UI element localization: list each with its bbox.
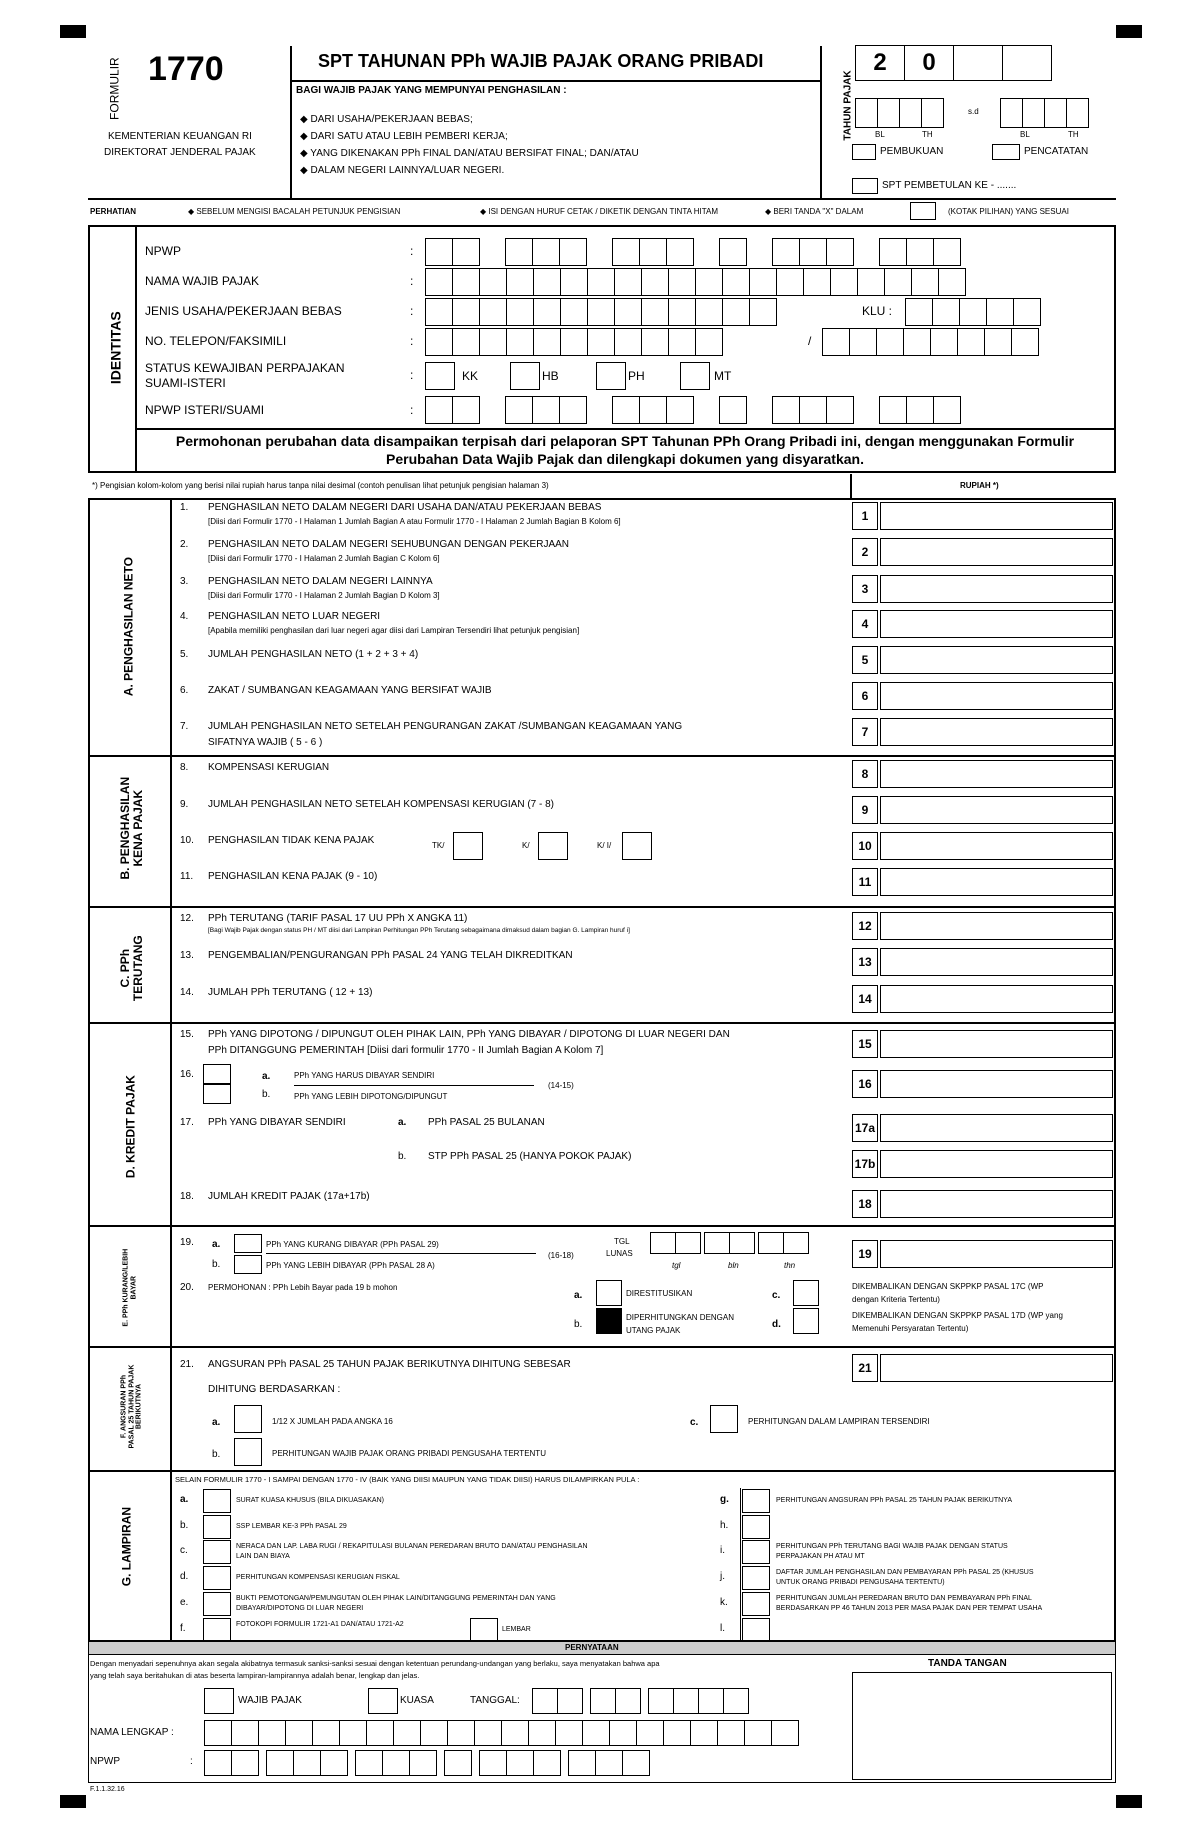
line-10-amount[interactable] xyxy=(880,832,1113,860)
line-4-amount[interactable] xyxy=(880,610,1113,638)
line-number-box: 4 xyxy=(852,610,878,638)
period-from-input[interactable] xyxy=(855,98,943,128)
skppkp-17c-checkbox[interactable] xyxy=(793,1280,819,1306)
lampiran-item-checkbox[interactable] xyxy=(203,1566,231,1590)
perhatian-item: ◆ ISI DENGAN HURUF CETAK / DIKETIK DENGAN TINTA HITAM xyxy=(480,207,719,216)
pencatatan-label: PENCATATAN xyxy=(1024,146,1089,157)
directorate-name: DIREKTORAT JENDERAL PAJAK xyxy=(104,147,256,158)
line-15-amount[interactable] xyxy=(880,1030,1113,1058)
npwp-input[interactable] xyxy=(425,238,960,266)
section-d-label: D. KREDIT PAJAK xyxy=(123,1075,138,1179)
lampiran-item-key: a. xyxy=(180,1494,189,1505)
formulir-label: FORMULIR xyxy=(107,57,122,120)
status-ph-checkbox[interactable] xyxy=(596,362,626,390)
line-number-box: 5 xyxy=(852,646,878,674)
line-21-text: ANGSURAN PPh PASAL 25 TAHUN PAJAK BERIKUTNYA DIHITUNG SEBESAR xyxy=(208,1359,571,1370)
form-code: F.1.1.32.16 xyxy=(90,1786,125,1793)
year-input[interactable] xyxy=(855,45,1051,81)
npwp-signer-input[interactable] xyxy=(204,1750,649,1776)
bullet-item: ◆ DARI SATU ATAU LEBIH PEMBERI KERJA; xyxy=(300,131,508,142)
section-c-label: C. PPh TERUTANG xyxy=(117,935,145,1002)
line-number-box: 1 xyxy=(852,502,878,530)
skppkp-17d-checkbox[interactable] xyxy=(793,1308,819,1334)
lampiran-item-key: e. xyxy=(180,1597,189,1608)
th-label: TH xyxy=(922,130,933,139)
line-11-text: PENGHASILAN KENA PAJAK (9 - 10) xyxy=(208,871,378,882)
lampiran-item-text: LEMBAR xyxy=(502,1626,531,1633)
nama-input[interactable] xyxy=(425,268,965,296)
section-g-label: G. LAMPIRAN xyxy=(119,1506,134,1587)
jenis-usaha-label: JENIS USAHA/PEKERJAAN BEBAS xyxy=(145,304,342,318)
th-label: TH xyxy=(1068,130,1079,139)
data-change-notice: Permohonan perubahan data disampaikan terpisah dari pelaporan SPT Tahunan PPh Orang Pribadi ini, dengan menggunakan Formulir Perubahan Data Wajib Pajak dan dilengkapi dokumen yang disyaratkan. xyxy=(175,433,1075,467)
lampiran-item-checkbox[interactable] xyxy=(742,1566,770,1590)
lampiran-item-checkbox[interactable] xyxy=(203,1515,231,1539)
ministry-name: KEMENTERIAN KEUANGAN RI xyxy=(108,131,252,142)
pembukuan-checkbox[interactable] xyxy=(852,144,876,160)
line-number-box: 21 xyxy=(852,1354,878,1382)
line-5-amount[interactable] xyxy=(880,646,1113,674)
line-number-box: 11 xyxy=(852,868,878,896)
line-17a-amount[interactable] xyxy=(880,1114,1113,1142)
line-8-amount[interactable] xyxy=(880,760,1113,788)
nama-lengkap-input[interactable] xyxy=(204,1720,798,1746)
form-title: SPT TAHUNAN PPh WAJIB PAJAK ORANG PRIBADI xyxy=(318,51,764,71)
npwp-label: NPWP xyxy=(145,244,181,258)
pembukuan-label: PEMBUKUAN xyxy=(880,146,944,157)
lampiran-item-text: PERHITUNGAN ANGSURAN PPh PASAL 25 TAHUN PAJAK BERIKUTNYA xyxy=(776,1497,1012,1504)
perhatian-item: (KOTAK PILIHAN) YANG SESUAI xyxy=(948,207,1069,216)
pembetulan-label: SPT PEMBETULAN KE - ....... xyxy=(882,180,1017,191)
year-digit[interactable] xyxy=(953,45,1003,81)
lampiran-item-checkbox[interactable] xyxy=(203,1540,231,1564)
identitas-label: IDENTITAS xyxy=(107,311,124,385)
tanggal-input[interactable] xyxy=(532,1688,748,1714)
lampiran-item-text: NERACA DAN LAP. LABA RUGI / REKAPITULASI BULANAN PEREDARAN BRUTO DAN/ATAU PENGHASILAN xyxy=(236,1543,588,1550)
line-number-box: 8 xyxy=(852,760,878,788)
line-number-box: 19 xyxy=(852,1240,878,1268)
line-12-amount[interactable] xyxy=(880,912,1113,940)
line-3-amount[interactable] xyxy=(880,575,1113,603)
nama-lengkap-label: NAMA LENGKAP : xyxy=(90,1727,174,1738)
bl-label: BL xyxy=(1020,130,1030,139)
line-3-text: PENGHASILAN NETO DALAM NEGERI LAINNYA xyxy=(208,576,433,587)
nama-label: NAMA WAJIB PAJAK xyxy=(145,274,260,288)
signature-box[interactable] xyxy=(852,1672,1112,1780)
status-mt-checkbox[interactable] xyxy=(680,362,710,390)
example-checkbox xyxy=(910,202,936,220)
rupiah-header: RUPIAH *) xyxy=(960,481,999,490)
lampiran-item-checkbox[interactable] xyxy=(203,1618,231,1642)
line-number-box: 14 xyxy=(852,985,878,1013)
line-1-amount[interactable] xyxy=(880,502,1113,530)
line-number-box: 9 xyxy=(852,796,878,824)
restitusi-checkbox[interactable] xyxy=(596,1280,622,1306)
bl-label: BL xyxy=(875,130,885,139)
telepon-label: NO. TELEPON/FAKSIMILI xyxy=(145,334,287,348)
line-19a-checkbox[interactable] xyxy=(234,1234,262,1253)
section-b-label: B. PENGHASILAN KENA PAJAK xyxy=(117,776,145,880)
year-digit[interactable] xyxy=(1002,45,1052,81)
bullet-item: ◆ YANG DIKENAKAN PPh FINAL DAN/ATAU BERSIFAT FINAL; DAN/ATAU xyxy=(300,148,639,159)
line-4-text: PENGHASILAN NETO LUAR NEGERI xyxy=(208,611,381,622)
lampiran-item-checkbox[interactable] xyxy=(742,1540,770,1564)
pernyataan-title: PERNYATAAN xyxy=(565,1643,619,1652)
line-15-text: PPh YANG DIPOTONG / DIPUNGUT OLEH PIHAK LAIN, PPh YANG DIBAYAR / DIPOTONG DI LUAR NEGERI DAN xyxy=(208,1029,730,1040)
angsuran-a-checkbox[interactable] xyxy=(234,1405,262,1433)
angsuran-c-checkbox[interactable] xyxy=(710,1405,738,1433)
registration-mark-bottom-left xyxy=(60,1795,86,1808)
line-13-amount[interactable] xyxy=(880,948,1113,976)
line-20-text: PERMOHONAN : PPh Lebih Bayar pada 19 b mohon xyxy=(208,1283,398,1292)
year-digit[interactable]: 0 xyxy=(904,45,954,81)
faksimili-input[interactable] xyxy=(822,328,1038,356)
lampiran-item-key: l. xyxy=(720,1623,725,1634)
line-9-text: JUMLAH PENGHASILAN NETO SETELAH KOMPENSASI KERUGIAN (7 - 8) xyxy=(208,799,555,810)
line-number-box: 7 xyxy=(852,718,878,746)
footnote: *) Pengisian kolom-kolom yang berisi nilai rupiah harus tanpa nilai desimal (contoh penulisan lihat petunjuk pengisian halaman 3) xyxy=(92,481,549,490)
lampiran-item-checkbox[interactable] xyxy=(203,1489,231,1513)
line-number-box: 12 xyxy=(852,912,878,940)
lampiran-item-key: d. xyxy=(180,1571,189,1582)
pernyataan-text: Dengan menyadari sepenuhnya akan segala akibatnya termasuk sanksi-sanksi sesuai dengan ketentuan perundang-undangan yang berlaku, saya menyatakan bahwa apa xyxy=(90,1659,660,1668)
section-a-label: A. PENGHASILAN NETO xyxy=(121,557,136,697)
status-kk-checkbox[interactable] xyxy=(425,362,455,390)
section-f-label: F. ANGSURAN PPh PASAL 25 TAHUN PAJAK BERIKUTNYA xyxy=(120,1364,143,1449)
line-number-box: 17a xyxy=(852,1114,878,1142)
line-18-text: JUMLAH KREDIT PAJAK (17a+17b) xyxy=(208,1191,370,1202)
lampiran-item-key: f. xyxy=(180,1623,186,1634)
line-19-amount[interactable] xyxy=(880,1240,1113,1268)
line-7-amount[interactable] xyxy=(880,718,1113,746)
line-number-box: 2 xyxy=(852,538,878,566)
wajib-pajak-checkbox[interactable] xyxy=(204,1688,234,1714)
lampiran-item-key: i. xyxy=(720,1545,725,1556)
lampiran-item-text: LAIN DAN BIAYA xyxy=(236,1553,290,1560)
status-hb-checkbox[interactable] xyxy=(510,362,540,390)
npwp-istri-label: NPWP ISTERI/SUAMI xyxy=(145,403,265,417)
year-digit[interactable]: 2 xyxy=(855,45,905,81)
sd-label: s.d xyxy=(968,107,979,116)
line-number-box: 15 xyxy=(852,1030,878,1058)
bullet-item: ◆ DARI USAHA/PEKERJAAN BEBAS; xyxy=(300,114,473,125)
lampiran-item-checkbox[interactable] xyxy=(742,1489,770,1513)
line-17b-amount[interactable] xyxy=(880,1150,1113,1178)
lampiran-item-text: SURAT KUASA KHUSUS (BILA DIKUASAKAN) xyxy=(236,1497,384,1504)
diperhitungkan-checkbox[interactable] xyxy=(596,1308,622,1334)
lampiran-item-text: BUKTI PEMOTONGAN/PEMUNGUTAN OLEH PIHAK LAIN/DITANGGUNG PEMERINTAH DAN YANG xyxy=(236,1595,556,1602)
line-10-text: PENGHASILAN TIDAK KENA PAJAK xyxy=(208,835,375,846)
k-input[interactable] xyxy=(538,832,568,860)
lembar-count-input[interactable] xyxy=(470,1618,498,1642)
line-16-amount[interactable] xyxy=(880,1070,1113,1098)
lampiran-item-key: k. xyxy=(720,1597,728,1608)
tahun-pajak-label: TAHUN PAJAK xyxy=(842,70,854,141)
perhatian-item: ◆ BERI TANDA "X" DALAM xyxy=(765,207,864,216)
pembetulan-checkbox[interactable] xyxy=(852,178,878,194)
lampiran-item-text: FOTOKOPI FORMULIR 1721-A1 DAN/ATAU 1721-A2 xyxy=(236,1621,404,1628)
lampiran-item-text: SSP LEMBAR KE-3 PPh PASAL 29 xyxy=(236,1523,347,1530)
line-21-amount[interactable] xyxy=(880,1354,1113,1382)
line-1-text: PENGHASILAN NETO DALAM NEGERI DARI USAHA DAN/ATAU PEKERJAAN BEBAS xyxy=(208,502,602,513)
lampiran-item-text: PERHITUNGAN KOMPENSASI KERUGIAN FISKAL xyxy=(236,1574,400,1581)
status-label: SUAMI-ISTERI xyxy=(145,376,226,390)
kuasa-checkbox[interactable] xyxy=(368,1688,398,1714)
lampiran-item-key: h. xyxy=(720,1520,729,1531)
npwp-signer-label: NPWP xyxy=(90,1756,120,1767)
line-number-box: 17b xyxy=(852,1150,878,1178)
form-subtitle: BAGI WAJIB PAJAK YANG MEMPUNYAI PENGHASILAN : xyxy=(296,85,567,96)
lampiran-item-text: PERPAJAKAN PH ATAU MT xyxy=(776,1553,865,1560)
lampiran-item-text: DIBAYAR/DIPOTONG DI LUAR NEGERI xyxy=(236,1605,364,1612)
lampiran-item-checkbox[interactable] xyxy=(742,1515,770,1539)
lampiran-item-key: b. xyxy=(180,1520,189,1531)
line-6-amount[interactable] xyxy=(880,682,1113,710)
line-2-text: PENGHASILAN NETO DALAM NEGERI SEHUBUNGAN DENGAN PEKERJAAN xyxy=(208,539,570,550)
lampiran-item-key: g. xyxy=(720,1494,729,1505)
pencatatan-checkbox[interactable] xyxy=(992,144,1020,160)
registration-mark-top-right xyxy=(1116,25,1142,38)
lampiran-item-text: UNTUK ORANG PRIBADI PENGUSAHA TERTENTU) xyxy=(776,1579,945,1586)
klu-label: KLU : xyxy=(862,304,893,318)
line-7-text: JUMLAH PENGHASILAN NETO SETELAH PENGURANGAN ZAKAT /SUMBANGAN KEAGAMAAN YANG xyxy=(208,721,683,732)
tanda-tangan-label: TANDA TANGAN xyxy=(928,1658,1007,1669)
line-9-amount[interactable] xyxy=(880,796,1113,824)
telepon-input[interactable] xyxy=(425,328,722,356)
line-5-text: JUMLAH PENGHASILAN NETO (1 + 2 + 3 + 4) xyxy=(208,649,419,660)
line-number-box: 10 xyxy=(852,832,878,860)
registration-mark-bottom-right xyxy=(1116,1795,1142,1808)
line-11-amount[interactable] xyxy=(880,868,1113,896)
klu-input[interactable] xyxy=(905,298,1040,326)
line-13-text: PENGEMBALIAN/PENGURANGAN PPh PASAL 24 YANG TELAH DIKREDITKAN xyxy=(208,950,573,961)
section-e-label: E. PPh KURANG/LEBIH BAYAR xyxy=(122,1248,137,1327)
perhatian-label: PERHATIAN xyxy=(90,207,137,216)
status-label: STATUS KEWAJIBAN PERPAJAKAN xyxy=(145,361,345,375)
bullet-item: ◆ DALAM NEGERI LAINNYA/LUAR NEGERI. xyxy=(300,165,505,176)
tgl-lunas-input[interactable] xyxy=(650,1232,808,1254)
lampiran-item-text: PERHITUNGAN PPh TERUTANG BAGI WAJIB PAJAK DENGAN STATUS xyxy=(776,1543,1008,1550)
lampiran-header: SELAIN FORMULIR 1770 - I SAMPAI DENGAN 1770 - IV (BAIK YANG DIISI MAUPUN YANG TIDAK DIISI) HARUS DILAMPIRKAN PULA : xyxy=(175,1475,640,1484)
line-14-amount[interactable] xyxy=(880,985,1113,1013)
lampiran-item-text: BERDASARKAN PP 46 TAHUN 2013 PER MASA PAJAK DAN PER TEMPAT USAHA xyxy=(776,1605,1043,1612)
line-18-amount[interactable] xyxy=(880,1190,1113,1218)
line-number-box: 16 xyxy=(852,1070,878,1098)
line-17-text: PPh YANG DIBAYAR SENDIRI xyxy=(208,1117,346,1128)
jenis-usaha-input[interactable] xyxy=(425,298,776,326)
lampiran-item-checkbox[interactable] xyxy=(742,1592,770,1616)
line-19b-checkbox[interactable] xyxy=(234,1255,262,1274)
tk-input[interactable] xyxy=(453,832,483,860)
pernyataan-text: yang telah saya beritahukan di atas beserta lampiran-lampirannya adalah benar, lengkap dan jelas. xyxy=(90,1671,420,1680)
line-12-text: PPh TERUTANG (TARIF PASAL 17 UU PPh X ANGKA 11) xyxy=(208,913,468,924)
line-2-amount[interactable] xyxy=(880,538,1113,566)
ki-input[interactable] xyxy=(622,832,652,860)
line-number-box: 3 xyxy=(852,575,878,603)
line-16b-checkbox[interactable] xyxy=(203,1084,231,1104)
lampiran-item-checkbox[interactable] xyxy=(742,1618,770,1642)
perhatian-item: ◆ SEBELUM MENGISI BACALAH PETUNJUK PENGISIAN xyxy=(188,207,401,216)
line-6-text: ZAKAT / SUMBANGAN KEAGAMAAN YANG BERSIFAT WAJIB xyxy=(208,685,492,696)
line-14-text: JUMLAH PPh TERUTANG ( 12 + 13) xyxy=(208,987,373,998)
line-number-box: 18 xyxy=(852,1190,878,1218)
registration-mark-top-left xyxy=(60,25,86,38)
lampiran-item-key: c. xyxy=(180,1545,188,1556)
line-number-box: 13 xyxy=(852,948,878,976)
form-number: 1770 xyxy=(148,50,224,88)
lampiran-item-key: j. xyxy=(720,1571,725,1582)
line-number-box: 6 xyxy=(852,682,878,710)
angsuran-b-checkbox[interactable] xyxy=(234,1438,262,1466)
lampiran-item-text: PERHITUNGAN JUMLAH PEREDARAN BRUTO DAN PEMBAYARAN PPh FINAL xyxy=(776,1595,1032,1602)
line-8-text: KOMPENSASI KERUGIAN xyxy=(208,762,330,773)
lampiran-item-checkbox[interactable] xyxy=(203,1592,231,1616)
line-16a-checkbox[interactable] xyxy=(203,1064,231,1084)
lampiran-item-text: DAFTAR JUMLAH PENGHASILAN DAN PEMBAYARAN PPh PASAL 25 (KHUSUS xyxy=(776,1569,1034,1576)
period-to-input[interactable] xyxy=(1000,98,1088,128)
npwp-istri-input[interactable] xyxy=(425,396,960,424)
